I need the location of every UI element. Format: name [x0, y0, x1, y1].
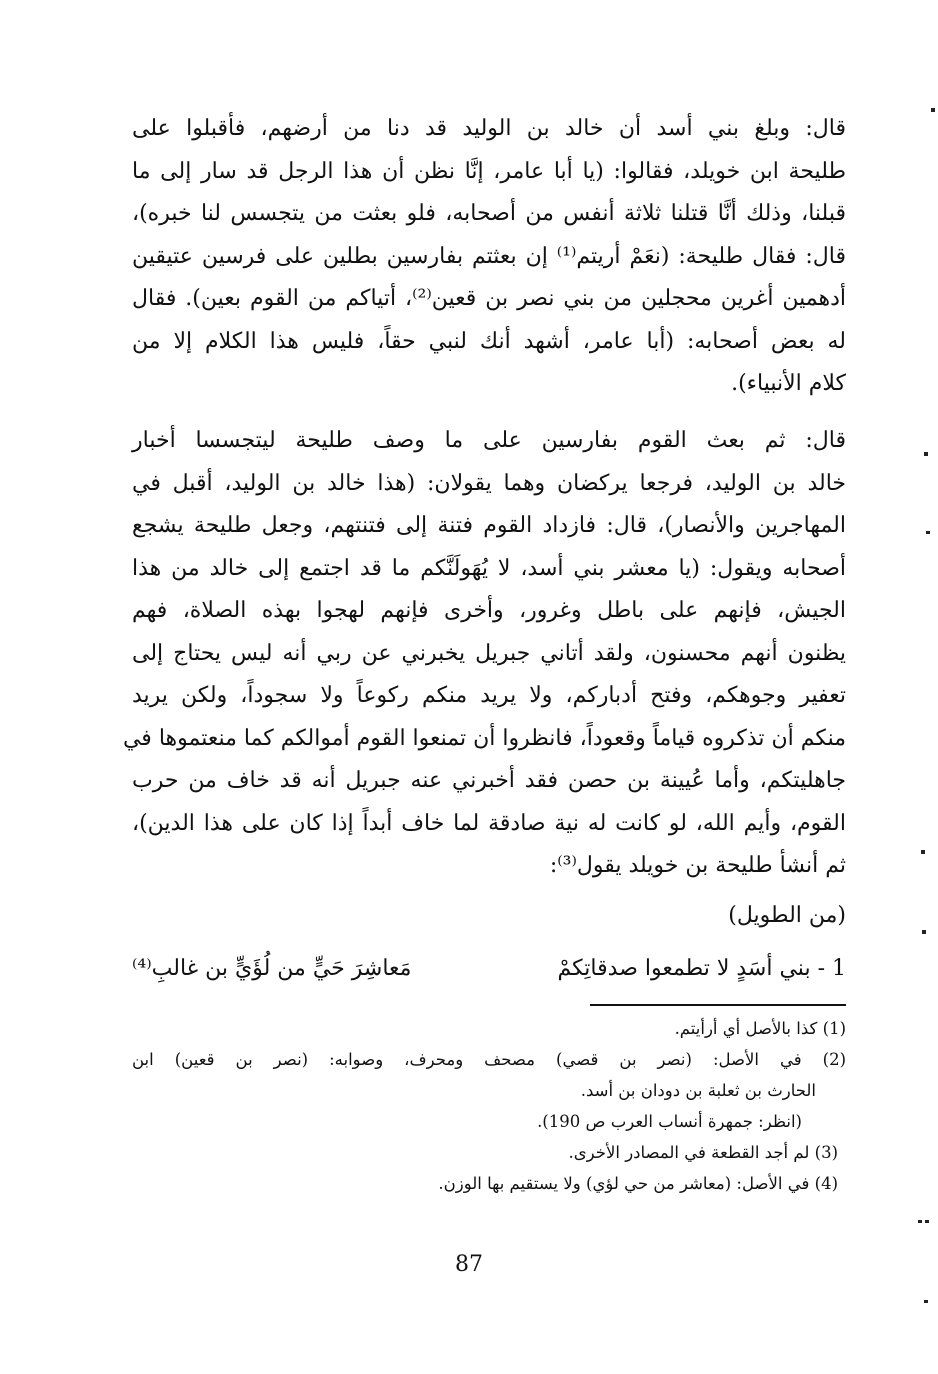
paragraph-1 — [132, 108, 846, 406]
footnote-1: (1) كذا بالأصل أي أرأيتم. — [674, 1019, 846, 1038]
scan-speck — [918, 1220, 922, 1223]
paragraph-line: أدهمين أغرين محجلين من بني نصر بن قعين⁽²⁾، أتياكم من القوم بعين). فقال — [132, 286, 847, 311]
footnotes — [132, 1013, 846, 1199]
paragraph-line: تعفير وجوهكم، وفتح أدباركم، ولا يريد منكم ركوعاً ولا سجوداً، ولكن يريد — [132, 683, 846, 708]
scan-speck — [926, 531, 930, 534]
verse-hemistich-second: مَعاشِرَ حَيٍّ من لُؤَيٍّ بن غالبِ⁽⁴⁾ — [132, 956, 412, 981]
paragraph-line: له بعض أصحابه: (أبا عامر، أشهد أنك لنبي حقاً، فليس هذا الكلام إلا من — [132, 328, 846, 354]
paragraph-line: منكم أن تذكروه قياماً وقعوداً، فانظروا أن تمنعوا القوم أموالكم كما منعتموها في — [122, 725, 846, 751]
footnote-3: (3) لم أجد القطعة في المصادر الأخرى. — [568, 1143, 838, 1162]
footnote-2: (2) في الأصل: (نصر بن قصي) مصحف ومحرف، وصوابه: (نصر بن قعين) ابن — [132, 1050, 846, 1069]
paragraph-2 — [122, 420, 847, 888]
verse-hemistich-first: 1 - بني أسَدٍ لا تطمعوا صدقاتِكمْ — [557, 956, 846, 981]
paragraph-line: أصحابه ويقول: (يا معشر بني أسد، لا يُهَولَنَّكم ما قد اجتمع إلى خالد من هذا — [132, 555, 846, 581]
scan-speck — [924, 452, 928, 456]
paragraph-line: قال: وبلغ بني أسد أن خالد بن الوليد قد دنا من أرضهم، فأقبلوا على — [132, 116, 846, 141]
paragraph-line: جاهليتكم، وأما عُيينة بن حصن فقد أخبرني عنه جبريل أنه قد خاف من حرب — [132, 768, 847, 793]
poetic-meter-label: (من الطويل) — [728, 903, 846, 928]
footnote-separator — [590, 1004, 846, 1006]
scan-speck — [925, 1220, 929, 1223]
paragraph-line: طليحة ابن خويلد، فقالوا: (يا أبا عامر، إنَّا نظن أن هذا الرجل قد سار إلى ما — [132, 158, 846, 184]
verse-line — [132, 948, 846, 990]
paragraph-line: الجيش، فإنهم على باطل وغرور، وأخرى فإنهم لهجوا بهذه الصلاة، فهم — [132, 598, 846, 623]
paragraph-line: ثم أنشأ طليحة بن خويلد يقول⁽³⁾: — [549, 853, 846, 878]
paragraph-line: المهاجرين والأنصار)، قال: فازداد القوم فتنة إلى فتنتهم، وجعل طليحة يشجع — [132, 513, 846, 538]
scan-speck — [931, 108, 935, 112]
footnote-2-reference: (انظر: جمهرة أنساب العرب ص 190). — [537, 1112, 802, 1131]
scan-speck — [922, 930, 926, 934]
scan-speck — [924, 1300, 928, 1303]
footnote-4: (4) في الأصل: (معاشر من حي لؤي) ولا يستقيم بها الوزن. — [438, 1174, 838, 1193]
paragraph-line: كلام الأنبياء). — [731, 371, 846, 396]
paragraph-line: يظنون أنهم محسنون، ولقد أتاني جبريل يخبرني عن ربي أنه ليس يحتاج إلى — [132, 640, 846, 666]
paragraph-line: قال: فقال طليحة: (نعَمْ أريتم⁽¹⁾ إن بعثتم بفارسين بطلين على فرسين عتيقين — [132, 243, 846, 269]
paragraph-line: خالد بن الوليد، فرجعا يركضان وهما يقولان: (هذا خالد بن الوليد، أقبل في — [132, 470, 846, 496]
scan-speck — [921, 850, 925, 854]
page-number: 87 — [455, 1252, 483, 1277]
paragraph-line: قال: ثم بعث القوم بفارسين على ما وصف طليحة ليتجسسا أخبار — [132, 428, 846, 453]
footnote-2-continuation: الحارث بن ثعلبة بن دودان بن أسد. — [580, 1081, 816, 1100]
paragraph-line: القوم، وأيم الله، لو كانت له نية صادقة لما خاف أبداً إذا كان على هذا الدين)، — [132, 810, 846, 836]
paragraph-line: قبلنا، وذلك أنَّا قتلنا ثلاثة أنفس من أصحابه، فلو بعثت من يتجسس لنا خبره)، — [132, 201, 846, 226]
